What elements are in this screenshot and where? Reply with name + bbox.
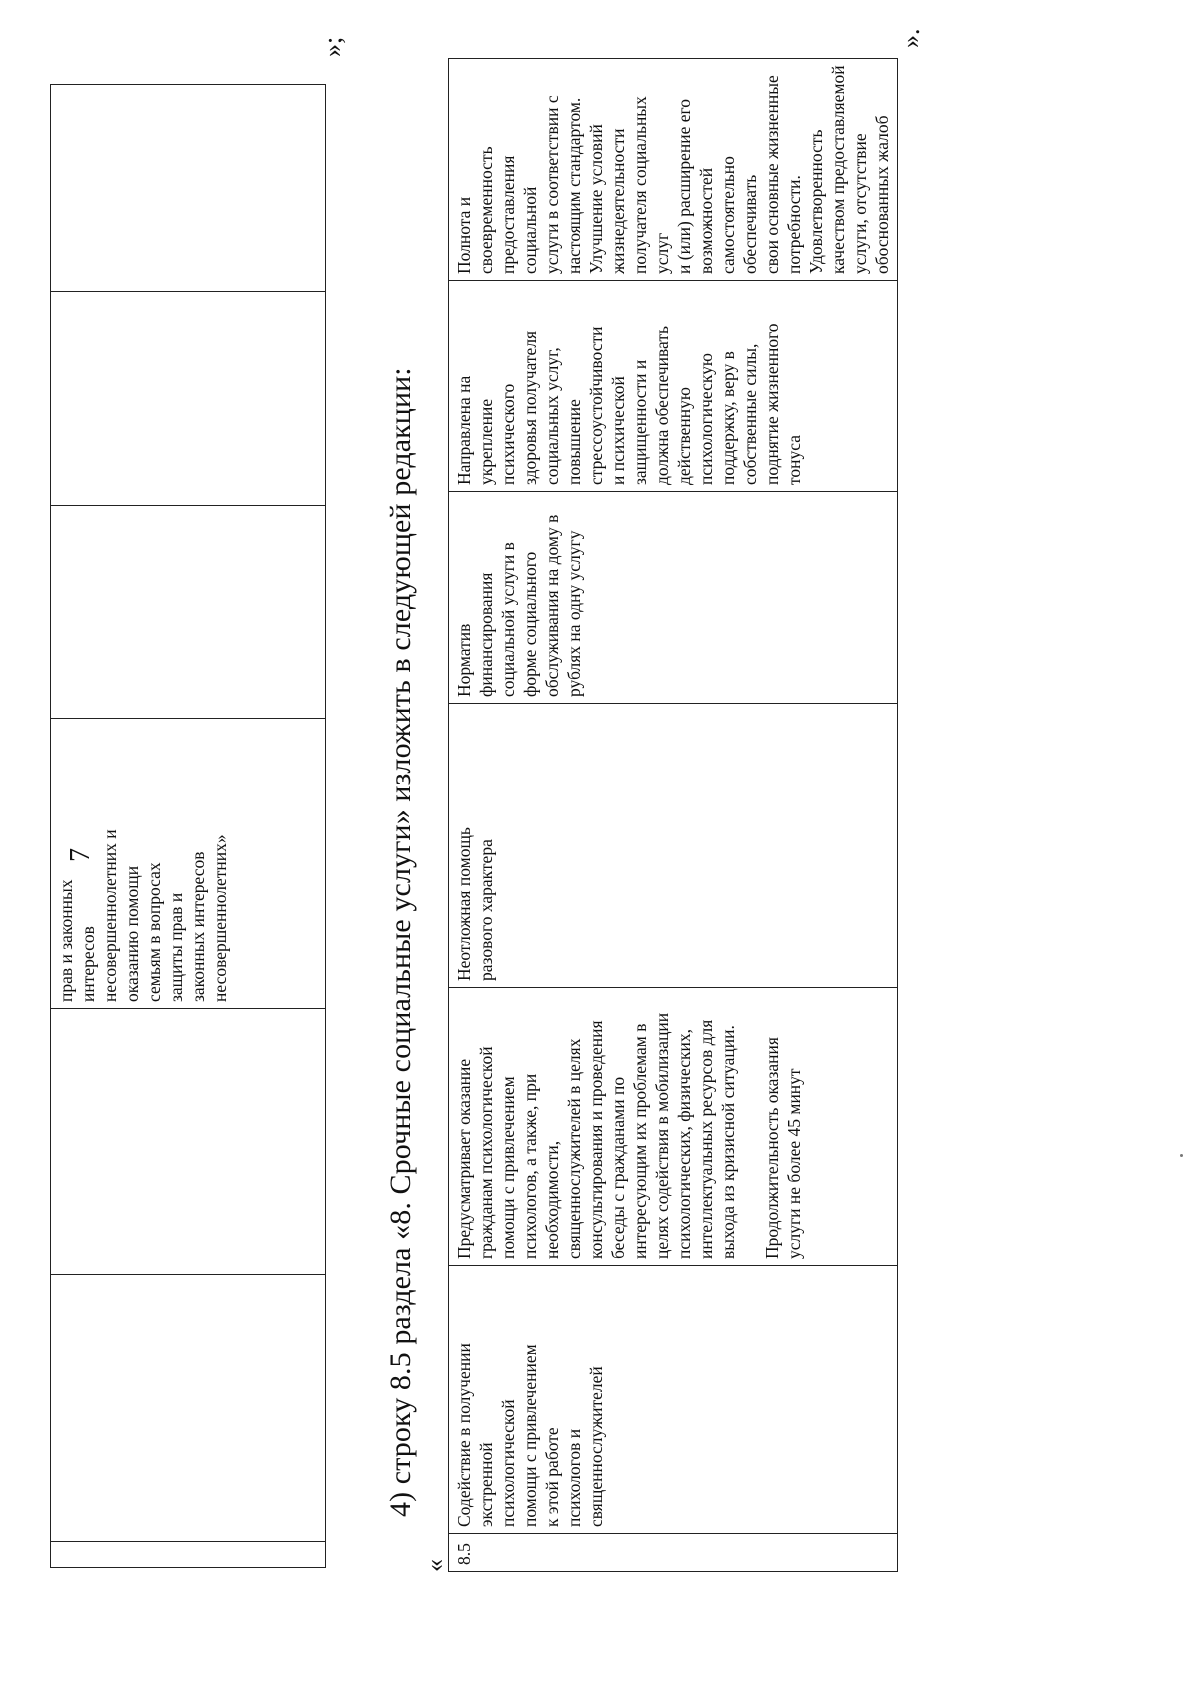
table-row bbox=[51, 85, 326, 1568]
page-number: 7 bbox=[65, 848, 96, 862]
table-cell bbox=[51, 1542, 326, 1568]
table-cell: прав и законных интересов несовершеннолетних и оказанию помощи семьям в вопросах защиты прав и законных интересов несовершеннолетних» bbox=[51, 719, 326, 1009]
closing-quote-top: »; bbox=[318, 36, 347, 57]
quality-indicators-cell: Полнота и своевременность предоставления социальной услуги в соответствии с настоящим стандартом. Улучшение условий жизнедеятельности получателя социальных услуг и (или) расширение его возможностей самостоятельно обеспечивать свои основные жизненные потребности. Удовлетворенность качеством предоставляемой услуги, отсутствие обоснованных жалоб bbox=[449, 59, 898, 281]
opening-quote: « bbox=[420, 1559, 449, 1572]
service-purpose-cell: Направлена на укрепление психического здоровья получателя социальных услуг, повышение стрессоустойчивости и психической защищенности и должна обеспечивать действенную психологическую поддержку, веру в собственные силы, поднятие жизненного тонуса bbox=[449, 281, 898, 492]
amendment-heading: 4) строку 8.5 раздела «8. Срочные социальные услуги» изложить в следующей редакции: bbox=[384, 367, 417, 1517]
table-cell bbox=[51, 85, 326, 292]
funding-standard-cell: Норматив финансирования социальной услуги в форме социального обслуживания на дому в рублях на одну услугу bbox=[449, 492, 898, 704]
service-name-cell: Содействие в получении экстренной психологической помощи с привлечением к этой работе психологов и священнослужителей bbox=[449, 1266, 898, 1534]
table-cell bbox=[51, 1009, 326, 1275]
service-8-5-table bbox=[448, 58, 898, 1572]
scan-speck bbox=[1180, 1154, 1183, 1157]
closing-quote-bottom: ». bbox=[896, 28, 925, 48]
table-cell bbox=[51, 292, 326, 506]
table-cell bbox=[51, 506, 326, 719]
row-number-cell: 8.5 bbox=[449, 1534, 898, 1572]
service-description-cell: Предусматривает оказание гражданам психологической помощи с привлечением психологов, а также, при необходимости, священнослужителей в целях консультирования и проведения беседы с гражданами по интересующим их проблемам в целях содействия в мобилизации психологических, физических, интеллектуальных ресурсов для выхода из кризисной ситуации. Продолжительность оказания услуги не более 45 минут bbox=[449, 988, 898, 1266]
table-cell bbox=[51, 1275, 326, 1542]
continued-standards-table bbox=[50, 84, 326, 1568]
table-row bbox=[449, 59, 898, 1572]
delivery-terms-cell: Неотложная помощь разового характера bbox=[449, 704, 898, 988]
